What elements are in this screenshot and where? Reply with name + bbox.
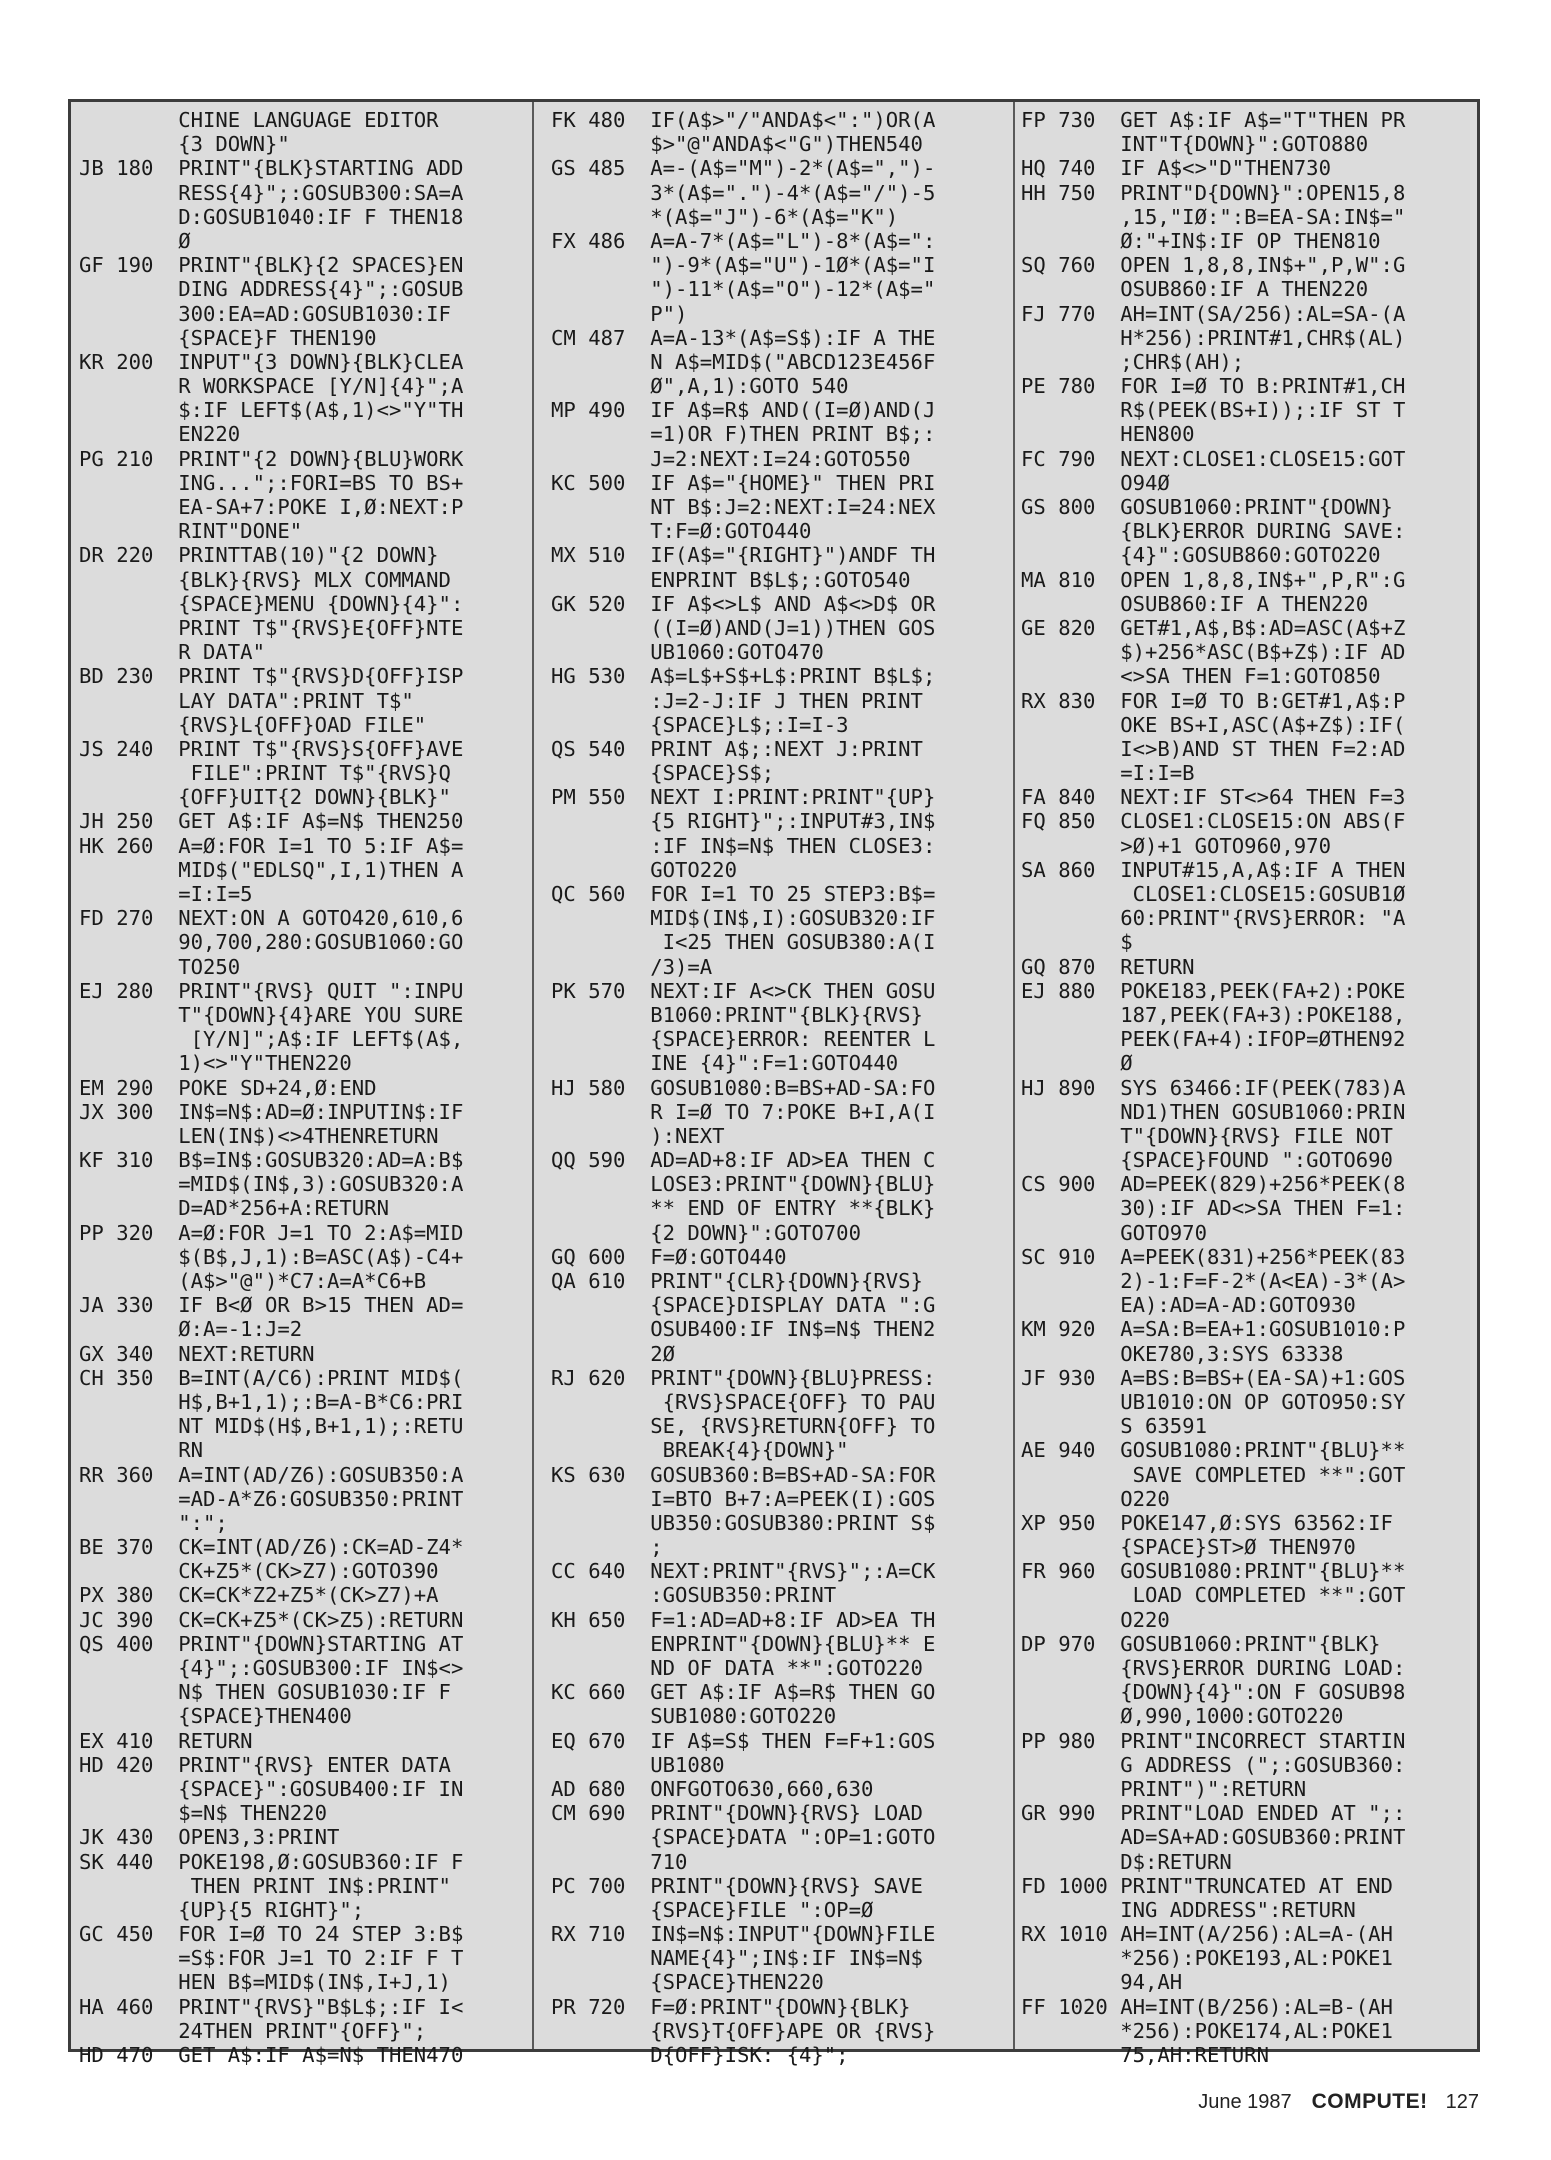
code-line: HK 260 A=Ø:FOR I=1 TO 5:IF A$= (79, 833, 464, 858)
code-line: BD 230 PRINT T$"{RVS}D{OFF}ISP (79, 664, 464, 689)
code-line: 60:PRINT"{RVS}ERROR: "A (1021, 906, 1406, 931)
code-line: SQ 760 OPEN 1,8,8,IN$+",P,W":G (1021, 253, 1406, 278)
code-line: NAME{4}";IN$:IF IN$=N$ (551, 1946, 923, 1971)
listing-column-1 (79, 108, 463, 2067)
code-line: OSUB860:IF A THEN220 (1021, 591, 1369, 616)
code-line: {SPACE}DISPLAY DATA ":G (551, 1293, 936, 1318)
code-line: 75,AH:RETURN (1021, 2043, 1269, 2067)
code-line: AE 940 GOSUB1080:PRINT"{BLU}** (1021, 1438, 1406, 1463)
code-line: PX 380 CK=CK*Z2+Z5*(CK>Z7)+A (79, 1583, 439, 1608)
code-line: PE 780 FOR I=Ø TO B:PRINT#1,CH (1021, 374, 1406, 399)
code-line: N$ THEN GOSUB1030:IF F (79, 1680, 451, 1705)
code-line: RX 1010 AH=INT(A/256):AL=A-(AH (1021, 1922, 1393, 1947)
code-line: GOTO220 (551, 857, 737, 882)
code-line: OSUB400:IF IN$=N$ THEN2 (551, 1317, 936, 1342)
code-line: CM 690 PRINT"{DOWN}{RVS} LOAD (551, 1801, 923, 1826)
code-line: HJ 890 SYS 63466:IF(PEEK(783)A (1021, 1075, 1406, 1100)
code-line: DING ADDRESS{4}";:GOSUB (79, 277, 464, 302)
code-line: {SPACE}THEN220 (551, 1970, 824, 1995)
code-line: MID$("EDLSQ",I,1)THEN A (79, 857, 464, 882)
code-line: ;CHR$(AH); (1021, 349, 1245, 374)
code-line: OKE BS+I,ASC(A$+Z$):IF( (1021, 712, 1406, 737)
code-line: EX 410 RETURN (79, 1728, 253, 1753)
column-divider-2 (1013, 102, 1015, 2049)
code-line: 2Ø (551, 1341, 675, 1366)
code-line: PM 550 NEXT I:PRINT:PRINT"{UP} (551, 785, 936, 810)
code-line: *256):POKE174,AL:POKE1 (1021, 2018, 1393, 2043)
code-line: FP 730 GET A$:IF A$="T"THEN PR (1021, 108, 1406, 132)
code-line: O220 (1021, 1607, 1170, 1632)
code-line: UB1010:ON OP GOTO950:SY (1021, 1389, 1406, 1414)
code-line: FX 486 A=A-7*(A$="L")-8*(A$=": (551, 228, 936, 253)
code-line: {SPACE}L$;:I=I-3 (551, 712, 849, 737)
code-line: $=N$ THEN220 (79, 1801, 327, 1826)
code-line: FD 1000 PRINT"TRUNCATED AT END (1021, 1873, 1393, 1898)
code-line: 30):IF AD<>SA THEN F=1: (1021, 1196, 1406, 1221)
code-line: DR 220 PRINTTAB(10)"{2 DOWN} (79, 543, 439, 568)
code-line: SAVE COMPLETED **":GOT (1021, 1462, 1406, 1487)
code-line: FK 480 IF(A$>"/"ANDA$<":")OR(A (551, 108, 936, 132)
code-line: *(A$="J")-6*(A$="K") (551, 204, 899, 229)
code-line: R$(PEEK(BS+I));:IF ST T (1021, 398, 1406, 423)
code-line: Ø (1021, 1051, 1133, 1076)
code-line: KR 200 INPUT"{3 DOWN}{BLK}CLEA (79, 349, 464, 374)
code-line: DP 970 GOSUB1060:PRINT"{BLK} (1021, 1631, 1381, 1656)
magazine-name: COMPUTE! (1311, 2090, 1428, 2113)
code-line: EJ 880 POKE183,PEEK(FA+2):POKE (1021, 978, 1406, 1003)
code-line: GS 485 A=-(A$="M")-2*(A$=",")- (551, 156, 936, 181)
code-line: PP 320 A=Ø:FOR J=1 TO 2:A$=MID (79, 1220, 464, 1245)
code-line: ):NEXT (551, 1123, 725, 1148)
code-line: SK 440 POKE198,Ø:GOSUB360:IF F (79, 1849, 464, 1874)
code-line: ")-11*(A$="O")-12*(A$=" (551, 277, 936, 302)
code-line: 1)<>"Y"THEN220 (79, 1051, 352, 1076)
code-line: :J=2-J:IF J THEN PRINT (551, 688, 923, 713)
code-line: CM 487 A=A-13*(A$=S$):IF A THE (551, 325, 936, 350)
code-line: HD 420 PRINT"{RVS} ENTER DATA (79, 1752, 451, 1777)
code-line: (A$>"@")*C7:A=A*C6+B (79, 1269, 427, 1293)
code-line: LOSE3:PRINT"{DOWN}{BLU} (551, 1172, 936, 1197)
code-line: {SPACE}FILE ":OP=Ø (551, 1897, 874, 1922)
code-line: QS 540 PRINT A$;:NEXT J:PRINT (551, 736, 923, 761)
code-line: FQ 850 CLOSE1:CLOSE15:ON ABS(F (1021, 809, 1406, 834)
code-line: {5 RIGHT}";:INPUT#3,IN$ (551, 809, 936, 834)
code-line: HD 470 GET A$:IF A$=N$ THEN470 (79, 2043, 464, 2067)
column-divider-1 (532, 102, 534, 2049)
code-line: N A$=MID$("ABCD123E456F (551, 349, 936, 374)
code-line: D=AD*256+A:RETURN (79, 1196, 389, 1221)
code-line: KH 650 F=1:AD=AD+8:IF AD>EA TH (551, 1607, 936, 1632)
code-line: GF 190 PRINT"{BLK}{2 SPACES}EN (79, 253, 464, 278)
code-line: {OFF}UIT{2 DOWN}{BLK}" (79, 785, 451, 810)
code-line: GC 450 FOR I=Ø TO 24 STEP 3:B$ (79, 1922, 464, 1947)
code-line: MP 490 IF A$=R$ AND((I=Ø)AND(J (551, 398, 936, 423)
code-line: {SPACE}ERROR: REENTER L (551, 1027, 936, 1052)
code-line: $(B$,J,1):B=ASC(A$)-C4+ (79, 1244, 464, 1269)
code-line: HJ 580 GOSUB1080:B=BS+AD-SA:FO (551, 1075, 936, 1100)
code-line: I<>B)AND ST THEN F=2:AD (1021, 736, 1406, 761)
code-line: $>"@"ANDA$<"G")THEN540 (551, 132, 923, 157)
code-line: {4}";:GOSUB300:IF IN$<> (79, 1656, 464, 1680)
code-line: PC 700 PRINT"{DOWN}{RVS} SAVE (551, 1873, 923, 1898)
code-line: CK+Z5*(CK>Z7):GOTO390 (79, 1559, 439, 1584)
code-line: O94Ø (1021, 470, 1170, 495)
code-line: {RVS}ERROR DURING LOAD: (1021, 1656, 1406, 1680)
code-line: >Ø)+1 GOTO960,970 (1021, 833, 1331, 858)
code-line: PG 210 PRINT"{2 DOWN}{BLU}WORK (79, 446, 464, 471)
code-line: HEN800 (1021, 422, 1195, 447)
code-line: KC 500 IF A$="{HOME}" THEN PRI (551, 470, 936, 495)
code-line: NT MID$(H$,B+1,1);:RETU (79, 1414, 464, 1439)
code-line: GOTO970 (1021, 1220, 1207, 1245)
code-line: FC 790 NEXT:CLOSE1:CLOSE15:GOT (1021, 446, 1406, 471)
code-line: GE 820 GET#1,A$,B$:AD=ASC(A$+Z (1021, 615, 1406, 640)
code-line: D:GOSUB1040:IF F THEN18 (79, 204, 464, 229)
code-line: PRINT")":RETURN (1021, 1776, 1307, 1801)
code-line: HG 530 A$=L$+S$+L$:PRINT B$L$; (551, 664, 936, 689)
code-line: RESS{4}";:GOSUB300:SA=A (79, 180, 464, 205)
code-line: ((I=Ø)AND(J=1))THEN GOS (551, 615, 936, 640)
code-line: T:F=Ø:GOTO440 (551, 519, 812, 544)
code-line: Ø",A,1):GOTO 540 (551, 374, 849, 399)
code-line: EQ 670 IF A$=S$ THEN F=F+1:GOS (551, 1728, 936, 1753)
code-line: QA 610 PRINT"{CLR}{DOWN}{RVS} (551, 1269, 923, 1293)
code-line: KF 310 B$=IN$:GOSUB320:AD=A:B$ (79, 1148, 464, 1173)
code-line: MA 810 OPEN 1,8,8,IN$+",P,R":G (1021, 567, 1406, 592)
code-line: $:IF LEFT$(A$,1)<>"Y"TH (79, 398, 464, 423)
code-line: 300:EA=AD:GOSUB1030:IF (79, 301, 451, 326)
code-line: EM 290 POKE SD+24,Ø:END (79, 1075, 377, 1100)
code-line: UB1060:GOTO470 (551, 640, 824, 665)
code-line: ENPRINT"{DOWN}{BLU}** E (551, 1631, 936, 1656)
code-line: PK 570 NEXT:IF A<>CK THEN GOSU (551, 978, 936, 1003)
code-line: HA 460 PRINT"{RVS}"B$L$;:IF I< (79, 1994, 464, 2019)
code-line: {UP}{5 RIGHT}"; (79, 1897, 365, 1922)
code-line: RX 830 FOR I=Ø TO B:GET#1,A$:P (1021, 688, 1406, 713)
code-line: QQ 590 AD=AD+8:IF AD>EA THEN C (551, 1148, 936, 1173)
code-line: FJ 770 AH=INT(SA/256):AL=SA-(A (1021, 301, 1406, 326)
code-line: SE, {RVS}RETURN{OFF} TO (551, 1414, 936, 1439)
code-line: THEN PRINT IN$:PRINT" (79, 1873, 451, 1898)
code-line: ND1)THEN GOSUB1060:PRIN (1021, 1099, 1406, 1124)
code-line: SC 910 A=PEEK(831)+256*PEEK(83 (1021, 1244, 1406, 1269)
code-line: :IF IN$=N$ THEN CLOSE3: (551, 833, 936, 858)
code-line: TO250 (79, 954, 241, 979)
code-line: {4}":GOSUB860:GOTO220 (1021, 543, 1381, 568)
code-line: :GOSUB350:PRINT (551, 1583, 837, 1608)
code-line: T"{DOWN}{4}ARE YOU SURE (79, 1002, 464, 1027)
code-line: {SPACE}FOUND ":GOTO690 (1021, 1148, 1393, 1173)
code-line: *256):POKE193,AL:POKE1 (1021, 1946, 1393, 1971)
code-line: 24THEN PRINT"{OFF}"; (79, 2018, 427, 2043)
code-line: ING...";:FORI=BS TO BS+ (79, 470, 464, 495)
code-line: ** END OF ENTRY **{BLK} (551, 1196, 936, 1221)
code-line: EJ 280 PRINT"{RVS} QUIT ":INPU (79, 978, 464, 1003)
code-line: NT B$:J=2:NEXT:I=24:NEX (551, 495, 936, 519)
code-line: RX 710 IN$=N$:INPUT"{DOWN}FILE (551, 1922, 936, 1947)
code-line: FR 960 GOSUB1080:PRINT"{BLU}** (1021, 1559, 1406, 1584)
code-line: XP 950 POKE147,Ø:SYS 63562:IF (1021, 1510, 1393, 1535)
code-line: {SPACE}DATA ":OP=1:GOTO (551, 1825, 936, 1850)
code-line: P") (551, 301, 688, 326)
code-line: JK 430 OPEN3,3:PRINT (79, 1825, 340, 1850)
code-line: T"{DOWN}{RVS} FILE NOT (1021, 1123, 1393, 1148)
code-line: KC 660 GET A$:IF A$=R$ THEN GO (551, 1680, 936, 1705)
code-line: CH 350 B=INT(A/C6):PRINT MID$( (79, 1365, 464, 1390)
code-line: Ø:A=-1:J=2 (79, 1317, 303, 1342)
code-line: D{OFF}ISK: {4}"; (551, 2043, 849, 2067)
code-line: I=BTO B+7:A=PEEK(I):GOS (551, 1486, 936, 1511)
code-line: QS 400 PRINT"{DOWN}STARTING AT (79, 1631, 464, 1656)
code-line: MID$(IN$,I):GOSUB320:IF (551, 906, 936, 931)
code-line: GR 990 PRINT"LOAD ENDED AT ";: (1021, 1801, 1406, 1826)
code-line: {3 DOWN}" (79, 132, 290, 157)
code-line: G ADDRESS (";:GOSUB360: (1021, 1752, 1406, 1777)
code-line: BE 370 CK=INT(AD/Z6):CK=AD-Z4* (79, 1535, 464, 1560)
code-line: {SPACE}S$; (551, 761, 775, 786)
code-line: /3)=A (551, 954, 713, 979)
code-line: S 63591 (1021, 1414, 1207, 1439)
code-line: {SPACE}ST>Ø THEN970 (1021, 1535, 1356, 1560)
code-line: {RVS}T{OFF}APE OR {RVS} (551, 2018, 936, 2043)
code-line: HEN B$=MID$(IN$,I+J,1) (79, 1970, 451, 1995)
code-line: 94,AH (1021, 1970, 1183, 1995)
code-line: PP 980 PRINT"INCORRECT STARTIN (1021, 1728, 1406, 1753)
code-line: GX 340 NEXT:RETURN (79, 1341, 315, 1366)
code-line: =AD-A*Z6:GOSUB350:PRINT (79, 1486, 464, 1511)
code-line: HH 750 PRINT"D{DOWN}":OPEN15,8 (1021, 180, 1406, 205)
code-line: 2)-1:F=F-2*(A<EA)-3*(A> (1021, 1269, 1406, 1293)
code-line: LOAD COMPLETED **":GOT (1021, 1583, 1406, 1608)
code-line: R I=Ø TO 7:POKE B+I,A(I (551, 1099, 936, 1124)
code-line: =MID$(IN$,3):GOSUB320:A (79, 1172, 464, 1197)
code-line: R WORKSPACE [Y/N]{4}";A (79, 374, 464, 399)
code-line: FF 1020 AH=INT(B/256):AL=B-(AH (1021, 1994, 1393, 2019)
code-line: GQ 870 RETURN (1021, 954, 1195, 979)
code-line: RJ 620 PRINT"{DOWN}{BLU}PRESS: (551, 1365, 936, 1390)
code-line: 3*(A$=".")-4*(A$="/")-5 (551, 180, 936, 205)
code-line: FA 840 NEXT:IF ST<>64 THEN F=3 (1021, 785, 1406, 810)
code-line: FILE":PRINT T$"{RVS}Q (79, 761, 451, 786)
code-line: $)+256*ASC(B$+Z$):IF AD (1021, 640, 1406, 665)
code-line: J=2:NEXT:I=24:GOTO550 (551, 446, 911, 471)
code-line: JB 180 PRINT"{BLK}STARTING ADD (79, 156, 464, 181)
code-line: HQ 740 IF A$<>"D"THEN730 (1021, 156, 1331, 181)
code-line: {SPACE}":GOSUB400:IF IN (79, 1776, 464, 1801)
code-line: KM 920 A=SA:B=EA+1:GOSUB1010:P (1021, 1317, 1406, 1342)
code-line: SUB1080:GOTO220 (551, 1704, 837, 1729)
code-line: KS 630 GOSUB360:B=BS+AD-SA:FOR (551, 1462, 936, 1487)
code-line: ENPRINT B$L$;:GOTO540 (551, 567, 911, 592)
code-line: {BLK}{RVS} MLX COMMAND (79, 567, 451, 592)
code-line: FD 270 NEXT:ON A GOTO420,610,6 (79, 906, 464, 931)
code-line: OKE780,3:SYS 63338 (1021, 1341, 1344, 1366)
code-line: PRINT T$"{RVS}E{OFF}NTE (79, 615, 464, 640)
code-line: ")-9*(A$="U")-1Ø*(A$="I (551, 253, 936, 278)
code-line: =S$:FOR J=1 TO 2:IF F T (79, 1946, 464, 1971)
code-line: RN (79, 1438, 203, 1463)
code-line: {SPACE}MENU {DOWN}{4}": (79, 591, 464, 616)
code-line: CC 640 NEXT:PRINT"{RVS}";:A=CK (551, 1559, 936, 1584)
code-line: I<25 THEN GOSUB380:A(I (551, 930, 936, 955)
page-number: 127 (1445, 2091, 1479, 2113)
code-line: EA-SA+7:POKE I,Ø:NEXT:P (79, 495, 464, 519)
code-line: CHINE LANGUAGE EDITOR (79, 108, 439, 132)
code-line: {SPACE}THEN400 (79, 1704, 352, 1729)
code-line: RINT"DONE" (79, 519, 303, 544)
code-line: <>SA THEN F=1:GOTO850 (1021, 664, 1381, 689)
code-line: CLOSE1:CLOSE15:GOSUB1Ø (1021, 882, 1406, 906)
page-footer (1198, 2090, 1479, 2114)
code-line: JC 390 CK=CK+Z5*(CK>Z5):RETURN (79, 1607, 464, 1632)
code-line: RR 360 A=INT(AD/Z6):GOSUB350:A (79, 1462, 464, 1487)
code-line: AD 680 ONFGOTO630,660,630 (551, 1776, 874, 1801)
code-line: UB350:GOSUB380:PRINT S$ (551, 1510, 936, 1535)
code-line: {RVS}L{OFF}OAD FILE" (79, 712, 427, 737)
code-line: LAY DATA":PRINT T$" (79, 688, 414, 713)
code-line: {SPACE}F THEN190 (79, 325, 377, 350)
code-line: H*256):PRINT#1,CHR$(AL) (1021, 325, 1406, 350)
code-line: ,15,"IØ:":B=EA-SA:IN$=" (1021, 204, 1406, 229)
code-line: 710 (551, 1849, 688, 1874)
code-line: GQ 600 F=Ø:GOTO440 (551, 1244, 787, 1269)
code-line: B1060:PRINT"{BLK}{RVS} (551, 1002, 923, 1027)
code-line: CS 900 AD=PEEK(829)+256*PEEK(8 (1021, 1172, 1406, 1197)
code-line: {BLK}ERROR DURING SAVE: (1021, 519, 1406, 544)
code-line: MX 510 IF(A$="{RIGHT}")ANDF TH (551, 543, 936, 568)
code-line: INE {4}":F=1:GOTO440 (551, 1051, 899, 1076)
code-line: PR 720 F=Ø:PRINT"{DOWN}{BLK} (551, 1994, 911, 2019)
code-line: UB1080 (551, 1752, 725, 1777)
code-line: GK 520 IF A$<>L$ AND A$<>D$ OR (551, 591, 936, 616)
code-line: ":"; (79, 1510, 228, 1535)
code-line: 187,PEEK(FA+3):POKE188, (1021, 1002, 1406, 1027)
code-line: QC 560 FOR I=1 TO 25 STEP3:B$= (551, 882, 936, 906)
code-line: [Y/N]";A$:IF LEFT$(A$, (79, 1027, 464, 1052)
code-line: Ø:"+IN$:IF OP THEN810 (1021, 228, 1381, 253)
code-line: =I:I=B (1021, 761, 1195, 786)
code-line: ND OF DATA **":GOTO220 (551, 1656, 923, 1680)
code-line: {2 DOWN}":GOTO700 (551, 1220, 861, 1245)
code-line: =1)OR F)THEN PRINT B$;: (551, 422, 936, 447)
listing-panel (68, 99, 1480, 2067)
code-line: PEEK(FA+4):IFOP=ØTHEN92 (1021, 1027, 1406, 1052)
listing-column-2 (551, 108, 935, 2067)
code-line: {RVS}SPACE{OFF} TO PAU (551, 1389, 936, 1414)
code-line: ING ADDRESS":RETURN (1021, 1897, 1356, 1922)
code-line: JX 300 IN$=N$:AD=Ø:INPUTIN$:IF (79, 1099, 464, 1124)
code-line: EA):AD=A-AD:GOTO930 (1021, 1293, 1356, 1318)
code-line: =I:I=5 (79, 882, 253, 906)
code-line: SA 860 INPUT#15,A,A$:IF A THEN (1021, 857, 1406, 882)
code-line: JA 330 IF B<Ø OR B>15 THEN AD= (79, 1293, 464, 1318)
code-line: LEN(IN$)<>4THENRETURN (79, 1123, 439, 1148)
code-line: R DATA" (79, 640, 265, 665)
code-line: H$,B+1,1);:B=A-B*C6:PRI (79, 1389, 464, 1414)
issue-date: June 1987 (1198, 2091, 1292, 2113)
code-line: {DOWN}{4}":ON F GOSUB98 (1021, 1680, 1406, 1705)
code-line: ; (551, 1535, 663, 1560)
code-line: D$:RETURN (1021, 1849, 1232, 1874)
code-line: Ø (79, 228, 191, 253)
code-line: 90,700,280:GOSUB1060:GO (79, 930, 464, 955)
code-line: BREAK{4}{DOWN}" (551, 1438, 849, 1463)
code-line: JS 240 PRINT T$"{RVS}S{OFF}AVE (79, 736, 464, 761)
code-line: GS 800 GOSUB1060:PRINT"{DOWN} (1021, 495, 1393, 519)
code-line: EN220 (79, 422, 241, 447)
code-line: Ø,990,1000:GOTO220 (1021, 1704, 1344, 1729)
code-line: JH 250 GET A$:IF A$=N$ THEN250 (79, 809, 464, 834)
listing-column-3 (1021, 108, 1405, 2067)
code-line: INT"T{DOWN}":GOTO880 (1021, 132, 1369, 157)
code-line: $ (1021, 930, 1133, 955)
code-line: O220 (1021, 1486, 1170, 1511)
code-line: AD=SA+AD:GOSUB360:PRINT (1021, 1825, 1406, 1850)
code-line: OSUB860:IF A THEN220 (1021, 277, 1369, 302)
code-line: JF 930 A=BS:B=BS+(EA-SA)+1:GOS (1021, 1365, 1406, 1390)
